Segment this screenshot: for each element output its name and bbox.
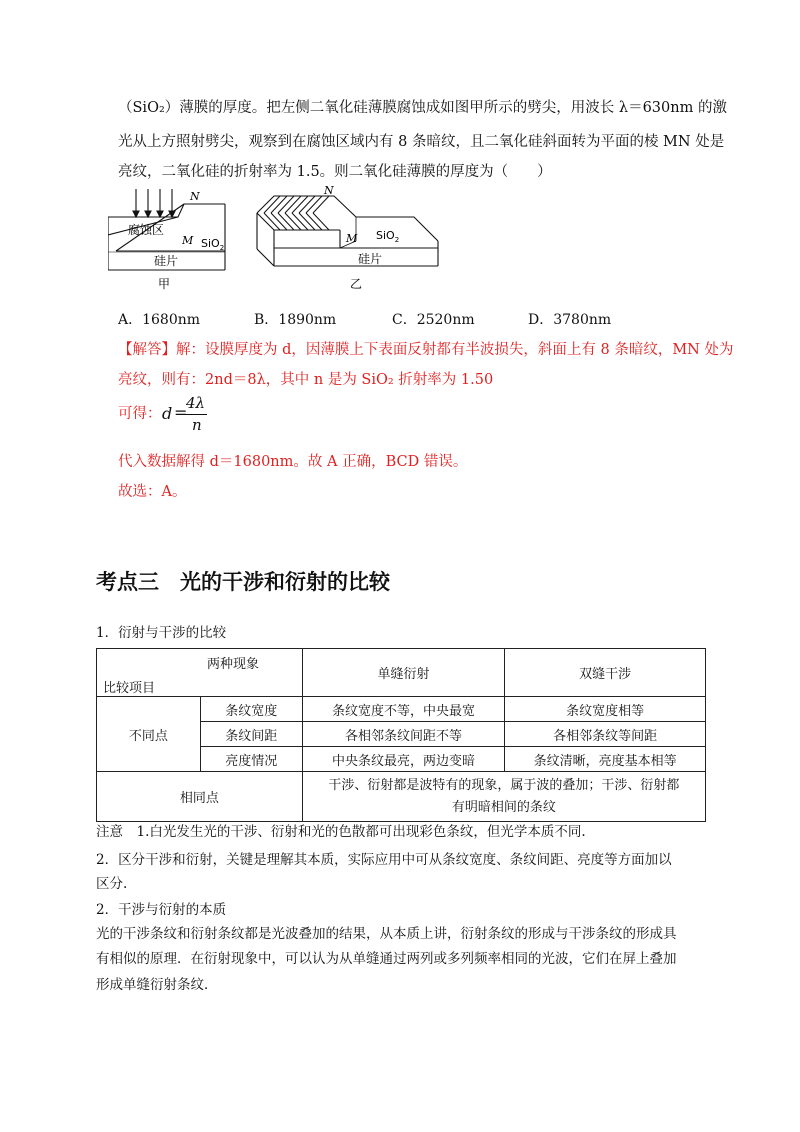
option-b: B．1890nm	[254, 312, 337, 328]
jia-label-substrate: 硅片	[154, 254, 179, 268]
row-item: 亮度情况	[200, 747, 302, 772]
same-line-1: 干涉、衍射都是波特有的现象，属于波的叠加；干涉、衍射都	[328, 777, 680, 793]
question-line-3: 亮纹，二氧化硅的折射率为 1.5。则二氧化硅薄膜的厚度为（ ）	[118, 164, 552, 180]
jia-label-sub2: 2	[219, 244, 225, 252]
formula-fraction-bar	[185, 414, 207, 415]
row-single: 各相邻条纹间距不等	[302, 722, 505, 747]
option-c: C．2520nm	[392, 312, 475, 328]
table-header-row	[97, 649, 706, 697]
table-row	[97, 697, 706, 722]
group-diff-label: 不同点	[97, 697, 201, 772]
formula-eq: =	[174, 403, 188, 422]
table-row-same	[97, 772, 706, 822]
same-label: 相同点	[97, 772, 303, 822]
question-line-2: 光从上方照射劈尖，观察到在腐蚀区域内有 8 条暗纹，且二氧化硅斜面转为平面的棱 MN 处是	[118, 134, 725, 150]
yi-label-sio2: SiO	[376, 229, 395, 242]
row-item: 条纹宽度	[200, 697, 302, 722]
section-title: 考点三 光的干涉和衍射的比较	[96, 570, 390, 594]
same-content	[302, 772, 705, 822]
yi-caption: 乙	[350, 277, 363, 291]
row-double: 各相邻条纹等间距	[505, 722, 706, 747]
table-corner-cell	[97, 649, 303, 697]
yi-label-substrate: 硅片	[358, 252, 383, 266]
comparison-table	[96, 648, 706, 822]
same-line-2: 有明暗相间的条纹	[451, 799, 556, 815]
row-item: 条纹间距	[200, 722, 302, 747]
corner-bottom-label: 比较项目	[103, 681, 156, 696]
svg-text:SiO2	[376, 229, 399, 244]
formula-lhs: d	[162, 404, 173, 423]
row-single: 条纹宽度不等，中央最宽	[302, 697, 505, 722]
note-2-line-2: 区分.	[96, 876, 128, 892]
column-header-double-slit: 双缝干涉	[505, 649, 706, 697]
figure-jia-diagram	[108, 186, 232, 294]
jia-label-n: N	[190, 190, 200, 203]
yi-label-n: N	[324, 186, 334, 197]
note-1: 注意 1.白光发生光的干涉、衍射和光的色散都可出现彩色条纹，但光学本质不同.	[96, 824, 586, 840]
answer-line-4: 代入数据解得 d＝1680nm。故 A 正确，BCD 错误。	[118, 454, 468, 470]
subsection-2-title: 2．干涉与衍射的本质	[96, 902, 227, 918]
svg-text:SiO2	[201, 237, 224, 252]
essence-line-3: 形成单缝衍射条纹．	[96, 977, 218, 993]
formula-prefix: 可得：	[118, 406, 162, 422]
yi-label-m: M	[346, 232, 358, 245]
answer-line-2: 亮纹，则有：2nd＝8λ，其中 n 是为 SiO₂ 折射率为 1.50	[118, 372, 494, 388]
note-2-line-1: 2．区分干涉和衍射，关键是理解其本质，实际应用中可从条纹宽度、条纹间距、亮度等方面加以	[96, 852, 672, 868]
yi-label-sub2: 2	[394, 236, 400, 244]
answer-line-5: 故选：A。	[118, 484, 187, 500]
answer-formula-line	[118, 394, 318, 438]
jia-label-m: M	[182, 234, 194, 247]
essence-line-2: 有相似的原理．在衍射现象中，可以认为从单缝通过两列或多列频率相同的光波，它们在屏上叠加	[96, 951, 677, 967]
figure-yi-diagram	[254, 186, 444, 294]
row-double: 条纹清晰，亮度基本相等	[505, 747, 706, 772]
row-single: 中央条纹最亮，两边变暗	[302, 747, 505, 772]
option-a: A．1680nm	[118, 312, 201, 328]
jia-label-region: 腐蚀区	[128, 223, 165, 237]
question-line-1: （SiO₂）薄膜的厚度。把左侧二氧化硅薄膜腐蚀成如图甲所示的劈尖，用波长 λ＝630nm 的激	[118, 100, 727, 116]
essence-line-1: 光的干涉条纹和衍射条纹都是光波叠加的结果，从本质上讲，衍射条纹的形成与干涉条纹的形成具	[96, 926, 677, 942]
subsection-1-title: 1．衍射与干涉的比较	[96, 625, 227, 641]
jia-label-sio2: SiO	[201, 237, 220, 250]
option-d: D．3780nm	[528, 312, 612, 328]
answer-line-1	[118, 340, 733, 360]
row-double: 条纹宽度相等	[505, 697, 706, 722]
formula-denominator: n	[192, 416, 202, 434]
answer-tag: 【解答】	[118, 342, 176, 358]
column-header-single-slit: 单缝衍射	[302, 649, 505, 697]
jia-caption: 甲	[158, 277, 171, 291]
corner-top-label: 两种现象	[207, 657, 260, 672]
formula-numerator: 4λ	[186, 394, 206, 412]
answer-text-1: 解：设膜厚度为 d，因薄膜上下表面反射都有半波损失，斜面上有 8 条暗纹，MN 处为	[176, 342, 734, 358]
